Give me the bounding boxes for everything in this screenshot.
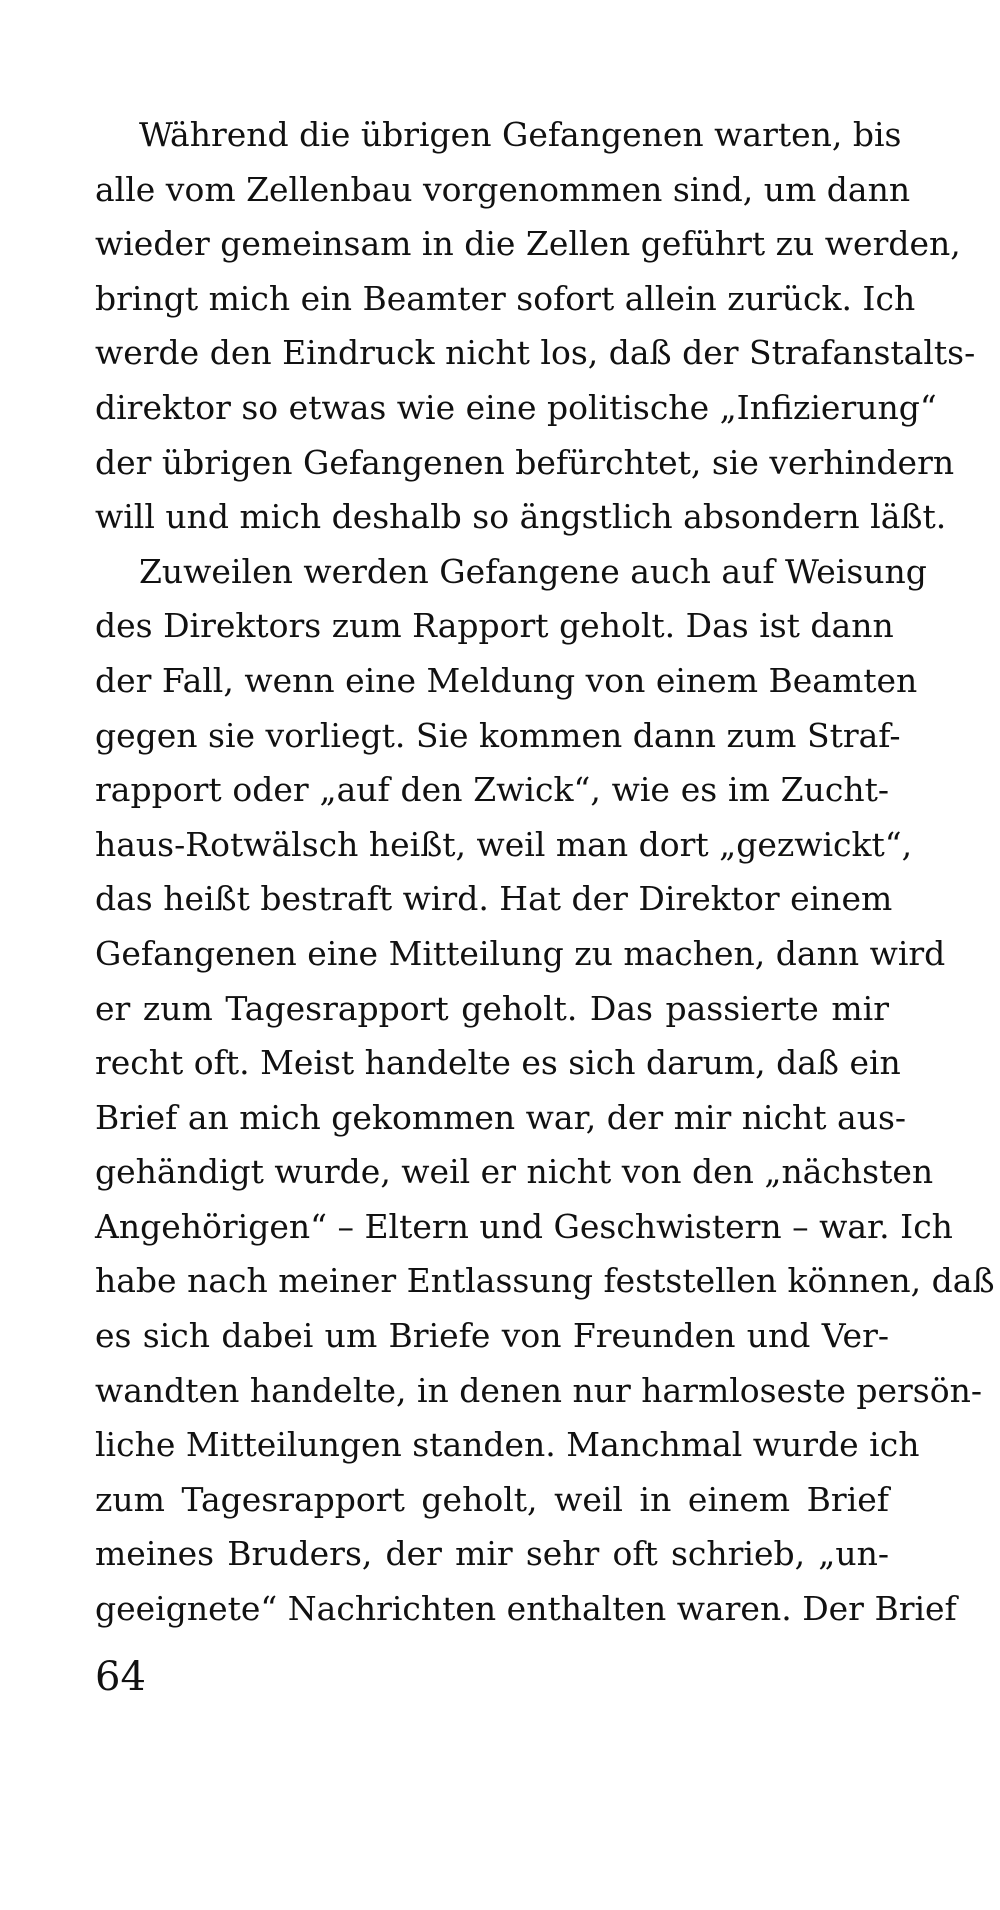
page-text: [95, 108, 995, 1637]
text-line: gehändigt wurde, weil er nicht von den „nächsten: [95, 1152, 934, 1192]
text-line: haus-Rotwälsch heißt, weil man dort „gezwickt“,: [95, 824, 913, 864]
text-line: Angehörigen“ – Eltern und Geschwistern – war. Ich: [95, 1206, 953, 1246]
text-line: rapport oder „auf den Zwick“, wie es im Zucht-: [95, 770, 889, 810]
text-line: Während die übrigen Gefangenen warten, bis: [139, 115, 902, 154]
text-line: der übrigen Gefangenen befürchtet, sie verhindern: [95, 442, 955, 482]
text-line: recht oft. Meist handelte es sich darum, daß ein: [95, 1043, 901, 1083]
text-line: werde den Eindruck nicht los, daß der Strafanstalts-: [95, 333, 976, 373]
paragraph-2: [95, 545, 995, 1637]
text-line: Gefangenen eine Mitteilung zu machen, dann wird: [95, 933, 946, 973]
text-line: er zum Tagesrapport geholt. Das passierte mir: [95, 988, 889, 1028]
text-line: meines Bruders, der mir sehr oft schrieb, „un-: [95, 1534, 889, 1574]
text-line: es sich dabei um Briefe von Freunden und Ver-: [95, 1316, 889, 1356]
text-line: wandten handelte, in denen nur harmloseste persön-: [95, 1370, 982, 1410]
text-line: direktor so etwas wie eine politische „Infizierung“: [95, 387, 937, 427]
paragraph-1: [95, 108, 976, 545]
text-line: geeignete“ Nachrichten enthalten waren. Der Brief: [95, 1589, 957, 1629]
text-line: gegen sie vorliegt. Sie kommen dann zum Straf-: [95, 715, 901, 755]
page-number: 64: [95, 1654, 146, 1700]
text-line: zum Tagesrapport geholt, weil in einem Brief: [95, 1479, 889, 1519]
text-line: wieder gemeinsam in die Zellen geführt zu werden,: [95, 224, 961, 264]
text-line: des Direktors zum Rapport geholt. Das ist dann: [95, 606, 894, 646]
text-line: Brief an mich gekommen war, der mir nicht aus-: [95, 1097, 907, 1137]
text-line: will und mich deshalb so ängstlich absondern läßt.: [95, 497, 947, 537]
text-line: der Fall, wenn eine Meldung von einem Beamten: [95, 660, 918, 700]
text-line: alle vom Zellenbau vorgenommen sind, um dann: [95, 169, 911, 209]
text-line: habe nach meiner Entlassung feststellen können, daß: [95, 1261, 995, 1301]
text-line: Zuweilen werden Gefangene auch auf Weisung: [139, 551, 927, 591]
text-line: liche Mitteilungen standen. Manchmal wurde ich: [95, 1425, 920, 1465]
text-line: bringt mich ein Beamter sofort allein zurück. Ich: [95, 278, 916, 318]
text-line: das heißt bestraft wird. Hat der Direktor einem: [95, 879, 893, 919]
